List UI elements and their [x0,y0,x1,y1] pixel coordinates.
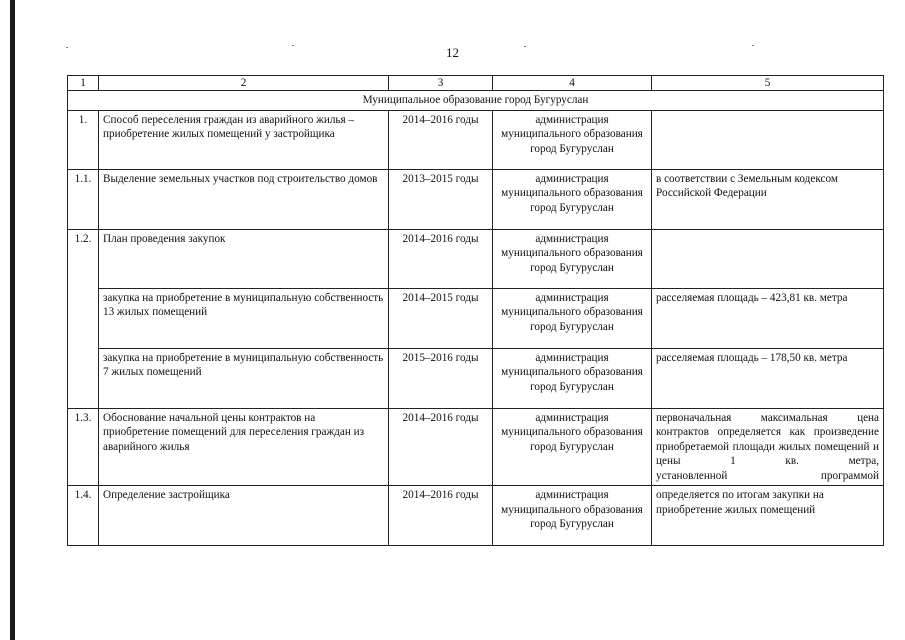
row-number: 1. [68,110,99,169]
row-description: Определение застройщика [99,486,389,546]
row-notes-last-line: установленной программой [656,469,879,482]
column-header: 2 [99,76,389,91]
row-responsible: администрация муниципального образования город Бугуруслан [493,110,652,169]
header-row [68,76,884,91]
row-responsible: администрация муниципального образования город Бугуруслан [493,229,652,288]
row-notes-text: первоначальная максимальная цена контрактов определяется как произведение приобретаемой площади жилых помещений и цены 1 кв. метра, [656,411,879,467]
row-number: 1.1. [68,169,99,229]
row-notes: расселяемая площадь – 423,81 кв. метра [652,288,884,348]
column-header: 5 [652,76,884,91]
row-description: закупка на приобретение в муниципальную собственность 7 жилых помещений [99,348,389,408]
scan-edge-shadow [10,0,15,640]
row-notes: определяется по итогам закупки на приобретение жилых помещений [652,486,884,546]
column-header: 3 [389,76,493,91]
row-notes [652,229,884,288]
column-header: 1 [68,76,99,91]
row-period: 2014–2015 годы [389,288,493,348]
table-row [68,169,884,229]
row-description: Обоснование начальной цены контрактов на приобретение помещений для переселения граждан из аварийного жилья [99,408,389,486]
row-responsible: администрация муниципального образования город Бугуруслан [493,408,652,486]
table-row [68,348,884,408]
table-row [68,288,884,348]
row-period: 2014–2016 годы [389,229,493,288]
row-description: План проведения закупок [99,229,389,288]
row-description: Способ переселения граждан из аварийного жилья – приобретение жилых помещений у застройщика [99,110,389,169]
row-period: 2013–2015 годы [389,169,493,229]
section-row [68,91,884,111]
section-title: Муниципальное образование город Бугуруслан [68,91,884,111]
row-period: 2015–2016 годы [389,348,493,408]
row-responsible: администрация муниципального образования город Бугуруслан [493,348,652,408]
row-responsible: администрация муниципального образования город Бугуруслан [493,288,652,348]
row-description: Выделение земельных участков под строительство домов [99,169,389,229]
row-period: 2014–2016 годы [389,408,493,486]
row-number: 1.2. [68,229,99,408]
row-notes: в соответствии с Земельным кодексом Российской Федерации [652,169,884,229]
table-row [68,110,884,169]
row-notes [652,408,884,486]
row-description: закупка на приобретение в муниципальную собственность 13 жилых помещений [99,288,389,348]
page-number: 12 [446,45,459,60]
row-number: 1.4. [68,486,99,546]
row-notes [652,110,884,169]
table-row [68,408,884,486]
program-table [67,75,884,546]
row-responsible: администрация муниципального образования город Бугуруслан [493,486,652,546]
row-period: 2014–2016 годы [389,486,493,546]
row-number: 1.3. [68,408,99,486]
table-row [68,486,884,546]
row-notes: расселяемая площадь – 178,50 кв. метра [652,348,884,408]
column-header: 4 [493,76,652,91]
row-period: 2014–2016 годы [389,110,493,169]
row-responsible: администрация муниципального образования город Бугуруслан [493,169,652,229]
table-row [68,229,884,288]
